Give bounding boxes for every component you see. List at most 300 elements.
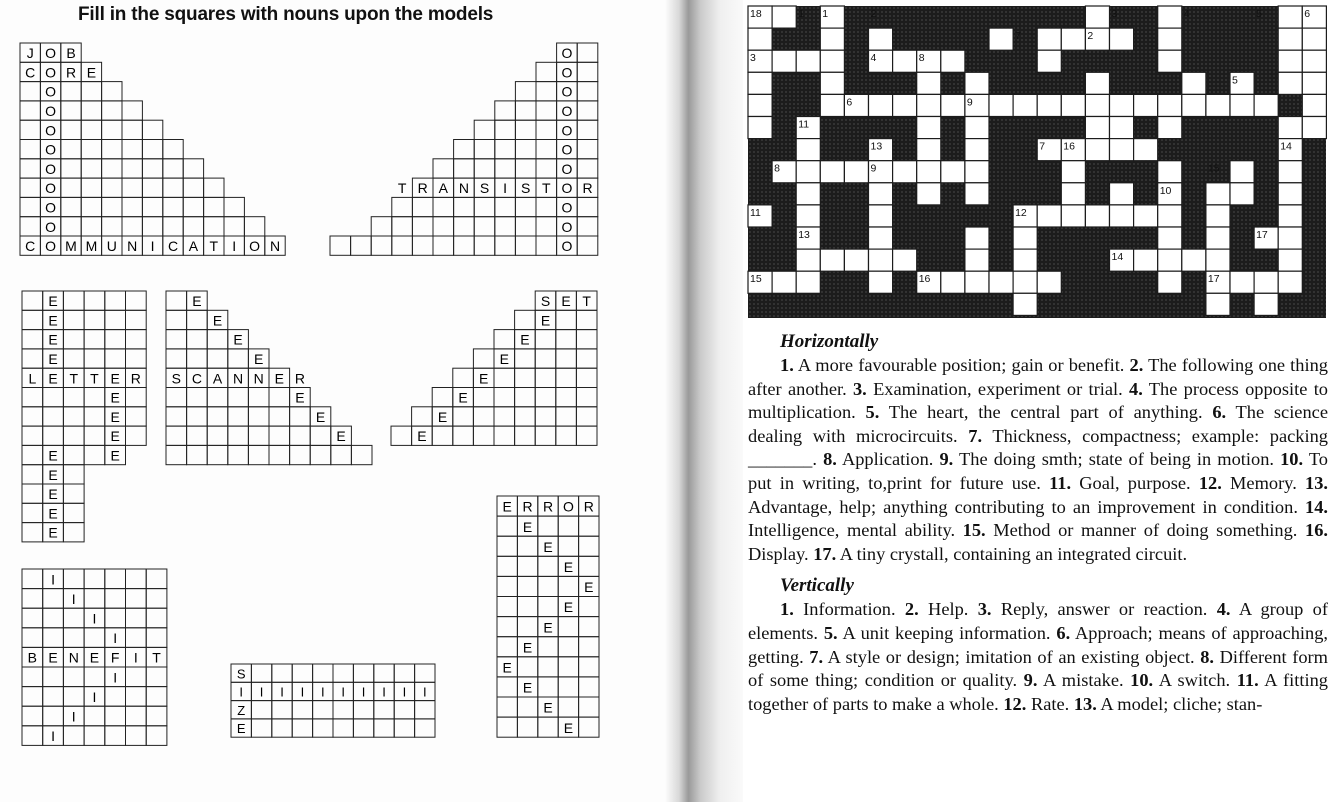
grid-cell bbox=[515, 388, 536, 407]
grid-letter: E bbox=[110, 428, 120, 445]
grid-cell bbox=[126, 687, 147, 707]
grid-cell bbox=[290, 445, 311, 464]
grid-cell bbox=[517, 576, 537, 596]
grid-letter: E bbox=[233, 331, 243, 348]
grid-cell bbox=[579, 516, 599, 536]
crossword-cell bbox=[869, 183, 893, 205]
grid-cell bbox=[494, 330, 515, 349]
grid-cell bbox=[576, 349, 597, 368]
crossword-cell bbox=[869, 271, 893, 293]
crossword-cell bbox=[1302, 94, 1326, 116]
grid-cell bbox=[84, 445, 105, 464]
crossword-cell bbox=[1013, 94, 1037, 116]
crossword-cell bbox=[965, 139, 989, 161]
clue-num: 15. bbox=[962, 520, 986, 541]
crossword-cell bbox=[869, 227, 893, 249]
grid-cell bbox=[558, 697, 578, 717]
grid-cell bbox=[313, 701, 333, 719]
grid-cell bbox=[207, 445, 228, 464]
grid-letter: I bbox=[92, 610, 97, 627]
grid-cell bbox=[63, 465, 84, 484]
vertically-heading: Vertically bbox=[780, 575, 854, 597]
clue-num: 9. bbox=[1023, 670, 1038, 691]
grid-cell bbox=[579, 697, 599, 717]
grid-cell bbox=[126, 407, 147, 426]
grid-cell bbox=[105, 608, 126, 628]
clue-num: 1. bbox=[780, 599, 794, 620]
grid-letter: E bbox=[584, 579, 594, 596]
grid-cell bbox=[105, 569, 126, 589]
grid-cell bbox=[351, 445, 372, 464]
grid-letter: A bbox=[438, 180, 448, 197]
grid-letter: O bbox=[45, 199, 57, 216]
crossword-cell bbox=[989, 94, 1013, 116]
crossword-cell bbox=[1134, 94, 1158, 116]
grid-cell bbox=[515, 368, 536, 387]
grid-cell bbox=[494, 426, 515, 445]
grid-cell bbox=[415, 719, 435, 737]
crossword-cell bbox=[989, 28, 1013, 50]
grid-cell bbox=[556, 426, 577, 445]
grid-letter: E bbox=[48, 447, 58, 464]
grid-cell bbox=[63, 726, 84, 746]
grid-cell bbox=[535, 349, 556, 368]
crossword-cell bbox=[772, 271, 796, 293]
crossword-cell bbox=[1278, 72, 1302, 94]
grid-letter: E bbox=[502, 659, 512, 676]
crossword-cell bbox=[1037, 205, 1061, 227]
crossword-cell bbox=[917, 72, 941, 94]
grid-cell bbox=[538, 657, 558, 677]
grid-cell bbox=[105, 349, 126, 368]
grid-letter: E bbox=[540, 312, 551, 329]
clue-text: Reply, answer or reaction. bbox=[991, 599, 1217, 620]
grid-letter: E bbox=[110, 389, 120, 406]
crossword-cell bbox=[796, 139, 820, 161]
grid-cell bbox=[43, 628, 64, 648]
clue-number: 17 bbox=[1256, 229, 1268, 241]
crossword-cell bbox=[965, 117, 989, 139]
grid-cell bbox=[22, 426, 43, 445]
crossword-cell bbox=[1061, 205, 1085, 227]
clue-num: 5. bbox=[823, 622, 838, 643]
clue-text: The following one thing after another. bbox=[748, 355, 1328, 399]
crossword-cell bbox=[796, 205, 820, 227]
grid-cell bbox=[515, 349, 536, 368]
grid-cell bbox=[84, 407, 105, 426]
clue-num: 14. bbox=[1305, 496, 1328, 517]
grid-cell bbox=[43, 667, 64, 687]
clue-text: Rate. bbox=[1026, 693, 1074, 714]
crossword-cell bbox=[796, 249, 820, 271]
grid-cell bbox=[313, 719, 333, 737]
grid-letter: A bbox=[212, 370, 223, 387]
grid-letter: E bbox=[48, 312, 58, 329]
grid-letter: E bbox=[522, 518, 533, 535]
grid-letter: S bbox=[540, 293, 551, 310]
crossword-cell bbox=[1206, 293, 1230, 315]
clue-text: Advantage, help; anything contributing to an improvement in condition. bbox=[748, 496, 1305, 517]
clue-number: 10 bbox=[1159, 184, 1172, 197]
grid-cell bbox=[105, 706, 126, 726]
grid-letter: I bbox=[259, 684, 264, 700]
page-title: Fill in the squares with nouns upon the models bbox=[78, 4, 494, 25]
grid-cell bbox=[63, 628, 84, 648]
clue-text: Memory. bbox=[1221, 472, 1305, 493]
grid-cell bbox=[84, 426, 105, 445]
crossword-cell bbox=[1302, 50, 1326, 72]
grid-cell bbox=[248, 426, 269, 445]
grid-cell bbox=[415, 664, 435, 682]
grid-letter: I bbox=[71, 708, 76, 725]
grid-letter: I bbox=[341, 684, 346, 700]
grid-cell bbox=[248, 388, 269, 407]
crossword-cell bbox=[796, 161, 820, 183]
grid-letter: T bbox=[582, 293, 591, 310]
grid-cell bbox=[272, 664, 292, 682]
grid-letter: S bbox=[171, 370, 181, 387]
crossword-cell bbox=[869, 94, 893, 116]
grid-letter: I bbox=[422, 684, 427, 700]
grid-letter: O bbox=[561, 83, 573, 100]
clue-number: 6 bbox=[1304, 8, 1311, 20]
clues-section bbox=[748, 330, 1328, 724]
crossword-cell bbox=[1158, 161, 1182, 183]
grid-cell bbox=[166, 388, 187, 407]
grid-letter: O bbox=[249, 238, 261, 255]
grid-letter: E bbox=[458, 389, 468, 406]
crossword-cell bbox=[796, 50, 820, 72]
grid-cell bbox=[43, 589, 64, 609]
grid-cell bbox=[517, 597, 537, 617]
grid-cell bbox=[146, 726, 167, 746]
grid-cell bbox=[558, 516, 578, 536]
grid-letter: I bbox=[503, 180, 508, 197]
crossword-cell bbox=[941, 94, 965, 116]
grid-cell bbox=[22, 503, 43, 522]
grid-cell bbox=[187, 426, 208, 445]
grid-cell bbox=[63, 407, 84, 426]
crossword-cell bbox=[1061, 94, 1085, 116]
grid-cell bbox=[538, 637, 558, 657]
grid-letter: Z bbox=[237, 702, 246, 718]
grid-letter: E bbox=[48, 350, 58, 367]
grid-letter: I bbox=[232, 238, 237, 255]
grid-cell bbox=[166, 349, 187, 368]
crossword-cell bbox=[772, 6, 796, 28]
grid-cell bbox=[126, 726, 147, 746]
grid-cell bbox=[126, 388, 147, 407]
grid-cell bbox=[579, 536, 599, 556]
clue-number: 9 bbox=[870, 162, 877, 175]
grid-letter: O bbox=[561, 160, 573, 177]
grid-letter: E bbox=[48, 466, 58, 483]
grid-cell bbox=[248, 445, 269, 464]
clue-number: 5 bbox=[1232, 74, 1238, 87]
grid-cell bbox=[63, 523, 84, 542]
crossword-cell bbox=[1302, 72, 1326, 94]
clue-number: 2 bbox=[870, 8, 877, 20]
grid-cell bbox=[272, 701, 292, 719]
grid-letter: I bbox=[320, 684, 325, 700]
crossword-cell bbox=[965, 161, 989, 183]
grid-cell bbox=[22, 628, 43, 648]
grid-letter: E bbox=[212, 312, 223, 329]
crossword-cell bbox=[1158, 6, 1182, 28]
grid-cell bbox=[576, 388, 597, 407]
grid-cell bbox=[579, 677, 599, 697]
clue-num: 4. bbox=[1129, 378, 1143, 399]
crossword-cell bbox=[1061, 183, 1085, 205]
crossword-cell bbox=[1037, 28, 1061, 50]
clue-text: The science dealing with microcircuits. bbox=[748, 402, 1328, 446]
grid-cell bbox=[146, 628, 167, 648]
grid-letter: T bbox=[152, 649, 161, 666]
grid-letter: T bbox=[542, 180, 551, 197]
grid-letter: B bbox=[27, 649, 38, 666]
crossword-cell bbox=[1278, 50, 1302, 72]
grid-letter: C bbox=[25, 238, 36, 255]
grid-cell bbox=[538, 677, 558, 697]
grid-letter: I bbox=[51, 571, 55, 588]
clue-num: 6. bbox=[1212, 402, 1227, 423]
grid-cell bbox=[473, 407, 494, 426]
grid-cell bbox=[494, 388, 515, 407]
crossword-cell bbox=[965, 249, 989, 271]
clue-text: Examination, experiment or trial. bbox=[866, 378, 1130, 399]
grid-letter: R bbox=[130, 370, 141, 387]
grid-cell bbox=[353, 701, 373, 719]
clue-number: 15 bbox=[1207, 162, 1220, 175]
grid-cell bbox=[126, 628, 147, 648]
grid-letter: E bbox=[417, 428, 427, 445]
grid-letter: B bbox=[66, 45, 76, 62]
crossword-cell bbox=[965, 183, 989, 205]
grid-cell bbox=[207, 330, 228, 349]
grid-cell bbox=[166, 330, 187, 349]
clue-num: 1. bbox=[780, 355, 794, 375]
grid-cell bbox=[228, 388, 249, 407]
clue-number: 14 bbox=[1280, 140, 1292, 153]
grid-cell bbox=[391, 426, 412, 445]
clue-text: Information. bbox=[793, 599, 905, 620]
clue-num: 9. bbox=[939, 449, 954, 470]
grid-cell bbox=[146, 608, 167, 628]
grid-cell bbox=[146, 687, 167, 707]
grid-letter: O bbox=[45, 180, 57, 197]
grid-cell bbox=[473, 388, 494, 407]
grid-cell bbox=[43, 706, 64, 726]
crossword-cell bbox=[893, 50, 917, 72]
grid-cell bbox=[538, 597, 558, 617]
grid-cell bbox=[374, 719, 394, 737]
grid-letter: I bbox=[239, 684, 244, 700]
clue-num: 13. bbox=[1073, 693, 1097, 714]
grid-letter: E bbox=[48, 486, 58, 503]
grid-cell bbox=[497, 516, 517, 536]
grid-cell bbox=[22, 465, 43, 484]
grid-letter: O bbox=[45, 102, 57, 119]
grid-letter: O bbox=[561, 180, 573, 197]
grid-cell bbox=[538, 717, 558, 737]
crossword-cell bbox=[1158, 50, 1182, 72]
crossword-cell bbox=[1134, 139, 1158, 161]
clue-text: Application. bbox=[836, 449, 940, 470]
grid-cell bbox=[63, 569, 84, 589]
grid-cell bbox=[84, 330, 105, 349]
grid-letter: O bbox=[45, 218, 57, 235]
grid-cell bbox=[105, 330, 126, 349]
crossword-cell bbox=[1206, 227, 1230, 249]
grid-cell bbox=[22, 445, 43, 464]
clue-number: 17 bbox=[1207, 273, 1220, 286]
grid-letter: O bbox=[45, 45, 57, 62]
clue-text: Help. bbox=[918, 599, 978, 620]
grid-cell bbox=[126, 330, 147, 349]
grid-cell bbox=[292, 664, 312, 682]
grid-cell bbox=[497, 677, 517, 697]
crossword-cell bbox=[1110, 28, 1134, 50]
crossword-cell bbox=[893, 161, 917, 183]
clue-num: 7. bbox=[809, 646, 824, 667]
grid-cell bbox=[517, 536, 537, 556]
crossword-cell bbox=[917, 117, 941, 139]
clue-num: 2. bbox=[1129, 355, 1144, 375]
grid-letter: I bbox=[382, 684, 386, 700]
grid-cell bbox=[558, 536, 578, 556]
clue-text: Approach; means of approaching, getting. bbox=[748, 622, 1328, 667]
grid-letter: O bbox=[561, 64, 573, 81]
grid-cell bbox=[579, 657, 599, 677]
crossword-cell bbox=[1254, 271, 1278, 293]
grid-cell bbox=[558, 637, 578, 657]
clue-num: 3. bbox=[852, 378, 867, 399]
grid-letter: T bbox=[69, 370, 79, 387]
grid-letter: I bbox=[133, 649, 138, 666]
crossword-cell bbox=[1037, 50, 1061, 72]
crossword-cell bbox=[917, 139, 941, 161]
crossword-cell bbox=[1110, 205, 1134, 227]
grid-cell bbox=[84, 589, 105, 609]
crossword-cell bbox=[1278, 6, 1302, 28]
grid-cell bbox=[497, 556, 517, 576]
grid-cell bbox=[43, 608, 64, 628]
grid-letter: A bbox=[188, 238, 199, 255]
crossword-cell bbox=[1134, 249, 1158, 271]
grid-cell bbox=[333, 719, 353, 737]
clue-num: 16. bbox=[1305, 520, 1328, 541]
grid-cell bbox=[146, 569, 167, 589]
crossword-cell bbox=[1085, 139, 1109, 161]
grid-letter: E bbox=[110, 408, 120, 425]
crossword-cell bbox=[965, 72, 989, 94]
crossword-cell bbox=[1278, 161, 1302, 183]
grid-cell bbox=[576, 426, 597, 445]
grid-cell bbox=[333, 701, 353, 719]
clue-number: 7 bbox=[1015, 30, 1021, 43]
clue-number: 2 bbox=[1087, 30, 1094, 43]
grid-letter: E bbox=[502, 498, 512, 515]
grid-letter: O bbox=[45, 83, 57, 100]
clue-text: A group of elements. bbox=[748, 599, 1328, 643]
crossword-cell bbox=[1110, 117, 1134, 139]
clue-text: Method or manner of doing something. bbox=[985, 520, 1305, 541]
crossword-cell bbox=[941, 50, 965, 72]
grid-cell bbox=[517, 697, 537, 717]
grid-cell bbox=[105, 726, 126, 746]
grid-cell bbox=[517, 717, 537, 737]
grid-cell bbox=[228, 426, 249, 445]
clue-num: 5. bbox=[865, 402, 880, 423]
grid-cell bbox=[394, 664, 414, 682]
crossword-cell bbox=[941, 271, 965, 293]
grid-letter: S bbox=[236, 666, 246, 682]
grid-letter: E bbox=[192, 293, 202, 310]
grid-letter: N bbox=[68, 649, 79, 666]
grid-cell bbox=[515, 426, 536, 445]
grid-cell bbox=[22, 589, 43, 609]
grid-letter: S bbox=[479, 180, 490, 197]
grid-cell bbox=[579, 617, 599, 637]
crossword-cell bbox=[1134, 205, 1158, 227]
grid-cell bbox=[415, 701, 435, 719]
grid-cell bbox=[579, 637, 599, 657]
grid-letter: O bbox=[561, 141, 573, 158]
grid-cell bbox=[558, 677, 578, 697]
grid-cell bbox=[558, 657, 578, 677]
grid-cell bbox=[187, 445, 208, 464]
grid-cell bbox=[535, 407, 556, 426]
grid-cell bbox=[228, 349, 249, 368]
crossword-cell bbox=[1278, 205, 1302, 227]
crossword-grid bbox=[0, 0, 1339, 330]
crossword-cell bbox=[1158, 28, 1182, 50]
grid-cell bbox=[515, 407, 536, 426]
grid-letter: E bbox=[522, 639, 533, 656]
grid-cell bbox=[22, 726, 43, 746]
clue-num: 8. bbox=[823, 449, 837, 470]
grid-cell bbox=[292, 719, 312, 737]
clue-num: 11. bbox=[1236, 670, 1259, 691]
crossword-cell bbox=[989, 271, 1013, 293]
crossword-cell bbox=[1085, 6, 1109, 28]
grid-cell bbox=[497, 576, 517, 596]
grid-cell bbox=[497, 637, 517, 657]
grid-cell bbox=[146, 706, 167, 726]
clue-text: The doing smth; state of being in motion. bbox=[953, 449, 1281, 470]
grid-cell bbox=[22, 330, 43, 349]
clue-text: Goal, purpose. bbox=[1071, 472, 1199, 493]
grid-letter: I bbox=[150, 238, 155, 255]
grid-letter: E bbox=[48, 524, 58, 541]
grid-letter: E bbox=[563, 558, 574, 575]
clue-number: 3 bbox=[750, 52, 756, 65]
grid-cell bbox=[269, 445, 290, 464]
crossword-cell bbox=[1158, 227, 1182, 249]
crossword-cell bbox=[1206, 183, 1230, 205]
grid-cell bbox=[63, 484, 84, 503]
grid-cell bbox=[374, 664, 394, 682]
crossword-cell bbox=[1230, 271, 1254, 293]
clue-text: A model; cliche; stan- bbox=[1096, 693, 1263, 714]
grid-cell bbox=[126, 426, 147, 445]
grid-letter: E bbox=[437, 408, 448, 425]
grid-cell bbox=[63, 388, 84, 407]
crossword-cell bbox=[844, 161, 868, 183]
crossword-cell bbox=[1085, 94, 1109, 116]
crossword-cell bbox=[1278, 227, 1302, 249]
grid-cell bbox=[290, 407, 311, 426]
